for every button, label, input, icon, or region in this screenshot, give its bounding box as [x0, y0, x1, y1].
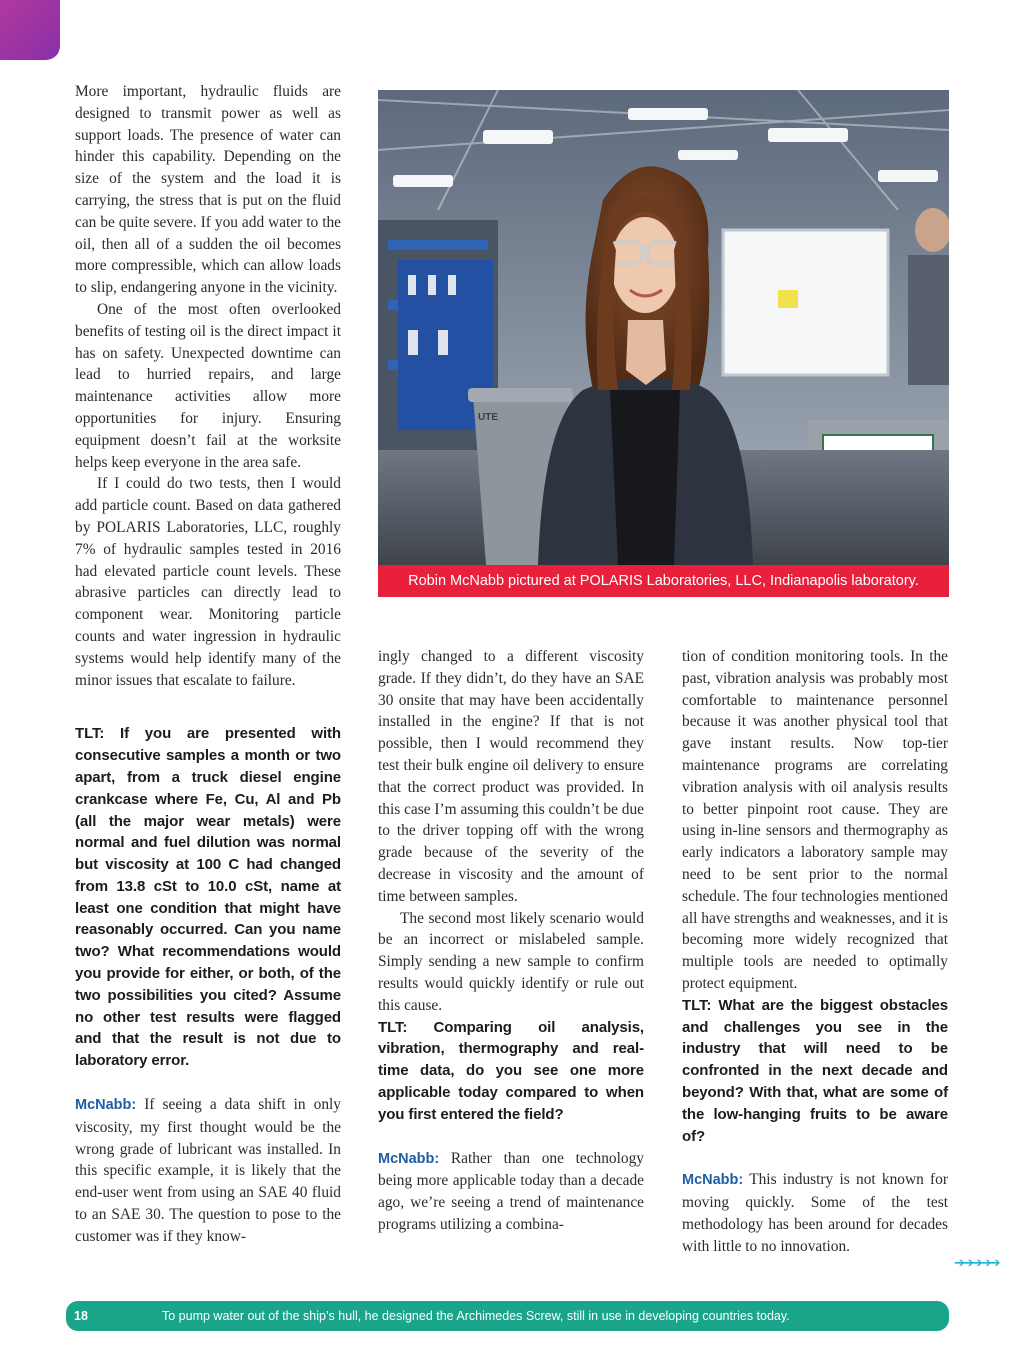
interview-answer	[378, 1148, 644, 1236]
paragraph: The second most likely scenario would be an incorrect or mislabeled sample. Simply sending a new sample to confirm results would quickly identify or rule out this cause.	[378, 909, 644, 1014]
interview-answer	[682, 1169, 948, 1257]
answer-text: This industry is not known for moving quickly. Some of the test methodology has been around for decades with little to no innovation.	[682, 1171, 948, 1255]
article-photo	[378, 90, 949, 565]
photo-caption: Robin McNabb pictured at POLARIS Laboratories, LLC, Indianapolis laboratory.	[378, 565, 949, 597]
paragraph: One of the most often overlooked benefits of testing oil is the direct impact it has on safety. Unexpected downtime can lead to hurried repairs, and large maintenance activities allow more opportunities for injury. Ensuring equipment doesn’t fail at the worksite helps keep everyone in the area safe.	[75, 300, 341, 471]
interview-question: TLT: If you are presented with consecutive samples a month or two apart, from a truck diesel engine crankcase where Fe, Cu, Al and Pb (all the major wear metals) were normal and fuel dilution was normal but viscosity at 100 C had changed from 13.8 cSt to 10.0 cSt, name at least one condition that might have reasonably occurred. Can you name two? What recommendations would you provide for either, or both, of the two possibilities you cited? Assume no other test results were flagged and that the result is not due to laboratory error.	[75, 725, 341, 1070]
paragraph: ingly changed to a different viscosity grade. If they didn’t, do they have an SAE 30 onsite that may have been accidentally installed in the engine? If that is not possible, then I would recommend they test their bulk engine oil delivery to ensure that the correct product was provided. In this case I’m assuming this couldn’t be due to the driver topping off with the wrong grade because of the severity of the decrease in viscosity and the amount of time between samples.	[378, 648, 645, 905]
speaker-label: McNabb:	[378, 1150, 440, 1167]
paragraph: If I could do two tests, then I would add particle count. Based on data gathered by POLARIS Laboratories, LLC, roughly 7% of hydraulic samples tested in 2016 had elevated particle count levels. These abrasive particles can directly lead to component wear. Monitoring particle counts and water ingression in hydraulic systems would help identify many of the minor issues that escalate to failure.	[75, 475, 341, 689]
paragraph: More important, hydraulic fluids are designed to transmit power as well as support loads. The presence of water can hinder this capability. Depending on the size of the system and the load it is carrying, the stress that is put on the fluid can be quite severe. If you add water to the oil, then all of a sudden the oil becomes more compressible, which can allow loads to slip, endangering anyone in the vicinity.	[75, 83, 341, 297]
text-column-3	[682, 646, 948, 1258]
speaker-label: McNabb:	[75, 1097, 137, 1114]
interview-question: TLT: What are the biggest obstacles and challenges you see in the industry that will need to be confronted in the next decade and beyond? With that, what are some of the low-hanging fruits to be aware of?	[682, 996, 948, 1145]
text-column-1	[75, 81, 341, 1248]
footer-bar	[66, 1301, 949, 1331]
interview-answer	[75, 1094, 341, 1248]
continue-arrows-icon: ➔➔➔➔➔	[954, 1256, 999, 1271]
corner-tab	[0, 0, 60, 60]
speaker-label: McNabb:	[682, 1172, 744, 1189]
answer-text: If seeing a data shift in only viscosity, my first thought would be the wrong grade of lubricant was installed. In this specific example, it is likely that the end-user went from using an SAE 40 fluid to an SAE 30. The question to pose to the customer was if they know-	[75, 1096, 341, 1245]
answer-text: Rather than one technology being more applicable today than a decade ago, we’re seeing a trend of maintenance programs utilizing a combina-	[378, 1149, 644, 1233]
text-column-2	[378, 646, 644, 1236]
page-number: 18	[74, 1309, 88, 1323]
interview-question: TLT: Comparing oil analysis, vibration, thermography and real-time data, do you see one more applicable today compared to when you first entered the field?	[378, 1018, 644, 1123]
bin-text: UTE	[478, 412, 498, 423]
paragraph: tion of condition monitoring tools. In the past, vibration analysis was probably most comfortable to maintenance personnel because it was another physical tool that gave instant results. Now top-tier maintenance programs are correlating vibration analysis with oil analysis results to better pinpoint root cause. They are using in-line sensors and thermography as early indicators a laboratory sample may need to be sent prior to the normal schedule. The four technologies mentioned all have strengths and weaknesses, and it is becoming more widely recognized that multiple tools are needed to optimally protect equipment.	[682, 648, 948, 992]
footer-text: To pump water out of the ship’s hull, he designed the Archimedes Screw, still in use in developing countries today.	[162, 1309, 790, 1323]
